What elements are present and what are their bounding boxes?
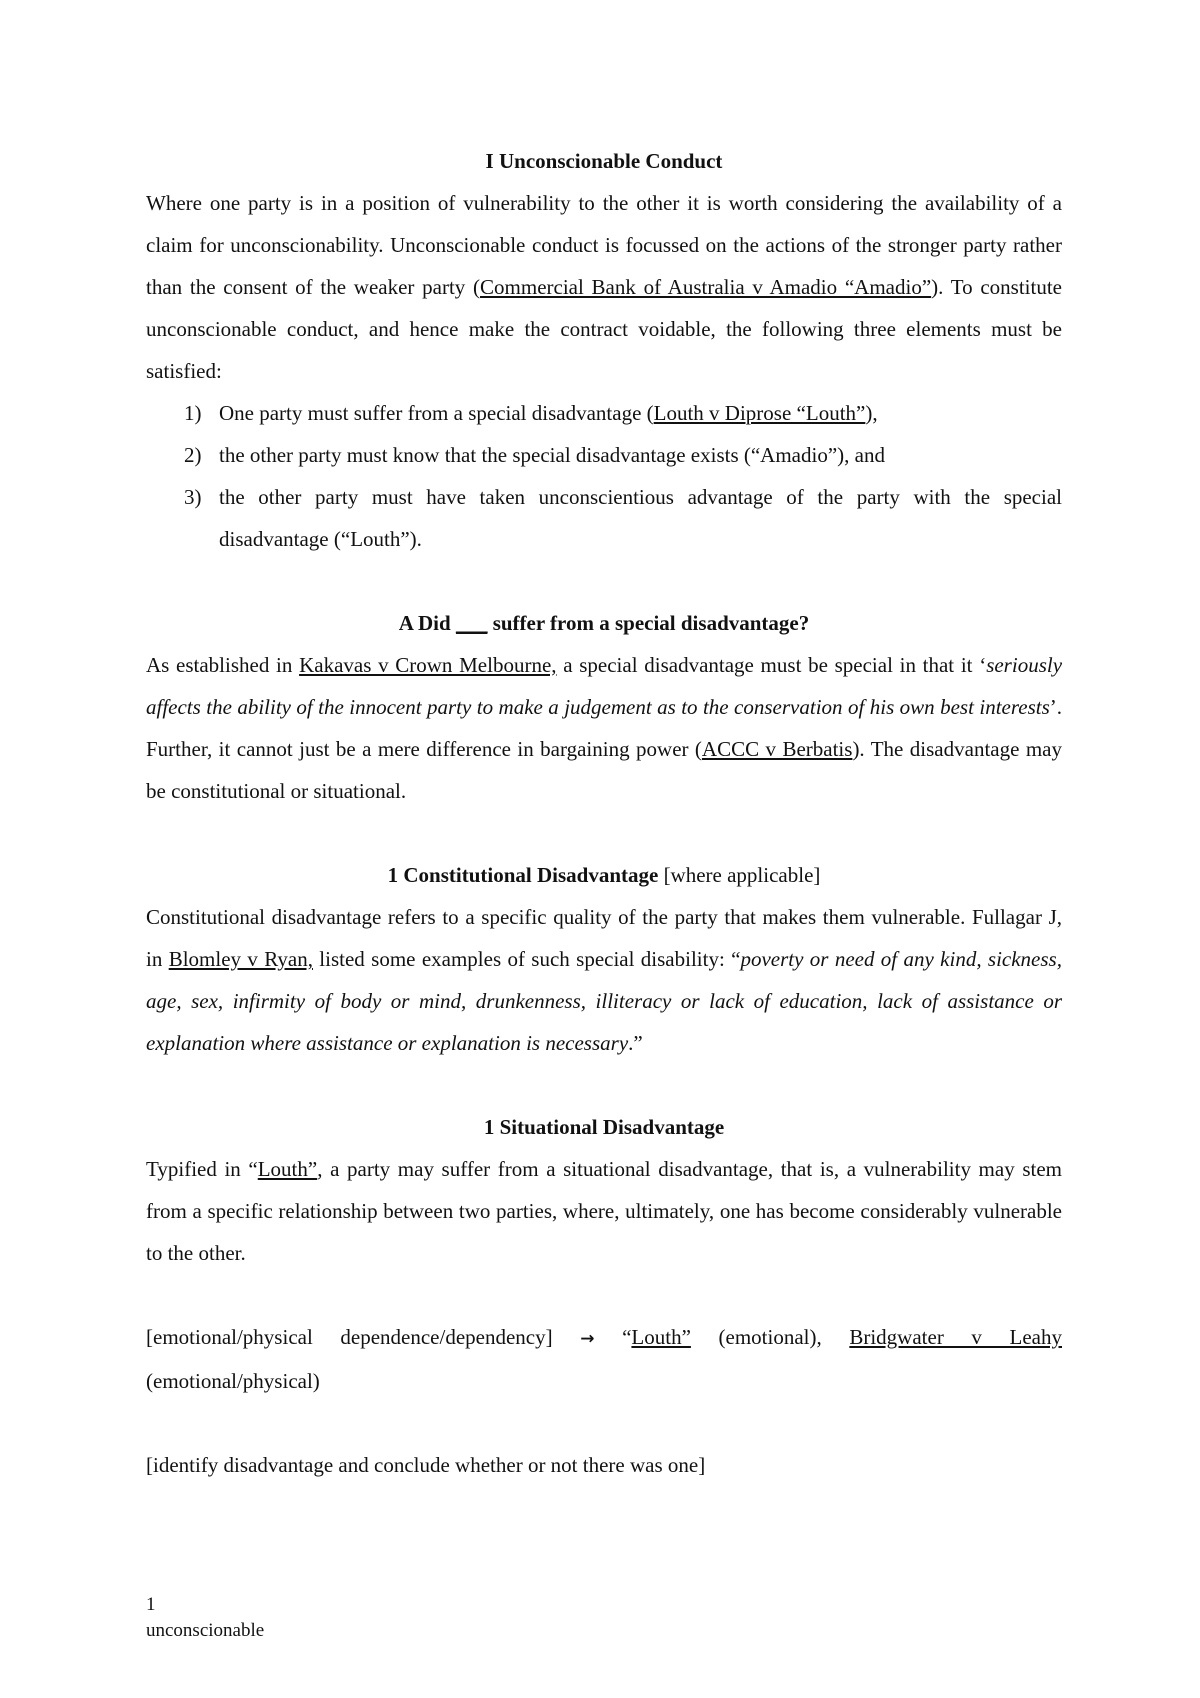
list-item-text: One party must suffer from a special disadvantage (: [219, 401, 654, 425]
list-item: [146, 434, 1062, 476]
constitutional-title-text: 1 Constitutional Disadvantage: [387, 863, 659, 887]
list-item-text: the other party must know that the special disadvantage exists (“Amadio”), and: [219, 443, 885, 467]
section-title: I Unconscionable Conduct: [485, 149, 723, 173]
constitutional-paragraph: [146, 896, 1062, 1064]
quote-kakavas: seriously affects the ability of the innocent party to make a judgement as to the conservation of his own best interests: [146, 653, 1063, 719]
page-footer: [146, 1592, 264, 1644]
list-item: [146, 476, 1062, 560]
situational-title: 1 Situational Disadvantage: [483, 1115, 725, 1139]
constitutional-title: [146, 854, 1062, 896]
dependency-note: [146, 1316, 1062, 1402]
paragraph-text: ). The disadvantage may be constitutional or situational.: [146, 737, 1062, 803]
intro-text-2: ). To constitute unconscionable conduct, and hence make the contract voidable, the following three elements must be satisfied:: [146, 275, 1063, 383]
spacer: [146, 1064, 1062, 1106]
list-item-number: 2): [184, 443, 202, 467]
note-text: (emotional),: [690, 1325, 850, 1349]
note-text: [emotional/physical dependence/dependency]: [146, 1325, 581, 1349]
section-a-title-text: A Did: [398, 611, 456, 635]
situational-paragraph: [146, 1148, 1062, 1274]
intro-text-1: Where one party is in a position of vulnerability to the other it is worth considering the availability of a claim for unconscionability. Unconscionable conduct is focussed on the actions of the stronger party rather than the consent of the weaker party (: [146, 191, 1062, 299]
section-a-title-text: suffer from a special disadvantage?: [487, 611, 810, 635]
quote-fullagar: poverty or need of any kind, sickness, age, sex, infirmity of body or mind, drunkenness, illiteracy or lack of education, lack of assistance or explanation where assistance or explanation is necessary: [146, 947, 1062, 1055]
note-text: “: [594, 1325, 632, 1349]
paragraph-text: Constitutional disadvantage refers to a specific quality of the party that makes them vulnerable. Fullagar J, in: [146, 905, 1062, 971]
case-kakavas: Kakavas v Crown Melbourne,: [299, 653, 557, 677]
spacer: [146, 812, 1062, 854]
list-item-number: 1): [184, 401, 202, 425]
spacer: [146, 560, 1062, 602]
paragraph-text: As established in: [146, 653, 300, 677]
case-louth: Louth”: [631, 1325, 691, 1349]
case-louth: Louth”: [257, 1157, 318, 1181]
list-item-text: the other party must have taken unconscientious advantage of the party with the special disadvantage (“Louth”).: [219, 485, 1062, 551]
case-berbatis: ACCC v Berbatis: [701, 737, 853, 761]
paragraph-text: ’. Further, it cannot just be a mere difference in bargaining power (: [146, 695, 1062, 761]
constitutional-title-note: [where applicable]: [658, 863, 821, 887]
spacer: [146, 1274, 1062, 1316]
spacer: [146, 1402, 1062, 1444]
case-blomley: Blomley v Ryan,: [168, 947, 313, 971]
name-blank: ___: [455, 611, 488, 635]
note-text: (emotional/physical): [146, 1369, 320, 1393]
intro-paragraph: [146, 182, 1062, 392]
list-item-text: ),: [865, 401, 878, 425]
case-amadio: Commercial Bank of Australia v Amadio “Amadio”: [480, 275, 932, 299]
page-number: 1: [146, 1594, 156, 1615]
footer-label: unconscionable: [146, 1620, 265, 1641]
case-bridgwater: Bridgwater v Leahy: [849, 1325, 1062, 1349]
section-a-title: [146, 602, 1062, 644]
case-louth-v-diprose: Louth v Diprose “Louth”: [653, 401, 866, 425]
paragraph-text: , a party may suffer from a situational disadvantage, that is, a vulnerability may stem from a specific relationship between two parties, where, ultimately, one has become considerably vulnerable to the other.: [146, 1157, 1062, 1265]
elements-list: [146, 392, 1062, 560]
paragraph-text: a special disadvantage must be special in that it ‘: [556, 653, 987, 677]
paragraph-text: Typified in “: [146, 1157, 258, 1181]
paragraph-text: listed some examples of such special disability: “: [312, 947, 741, 971]
document-body: [146, 140, 1062, 1486]
conclusion-note: [identify disadvantage and conclude whether or not there was one]: [146, 1453, 706, 1477]
section-a-paragraph: [146, 644, 1062, 812]
list-item-number: 3): [184, 485, 202, 509]
list-item: [146, 392, 1062, 434]
arrow-right-icon: →: [580, 1329, 595, 1349]
paragraph-text: .”: [628, 1031, 643, 1055]
